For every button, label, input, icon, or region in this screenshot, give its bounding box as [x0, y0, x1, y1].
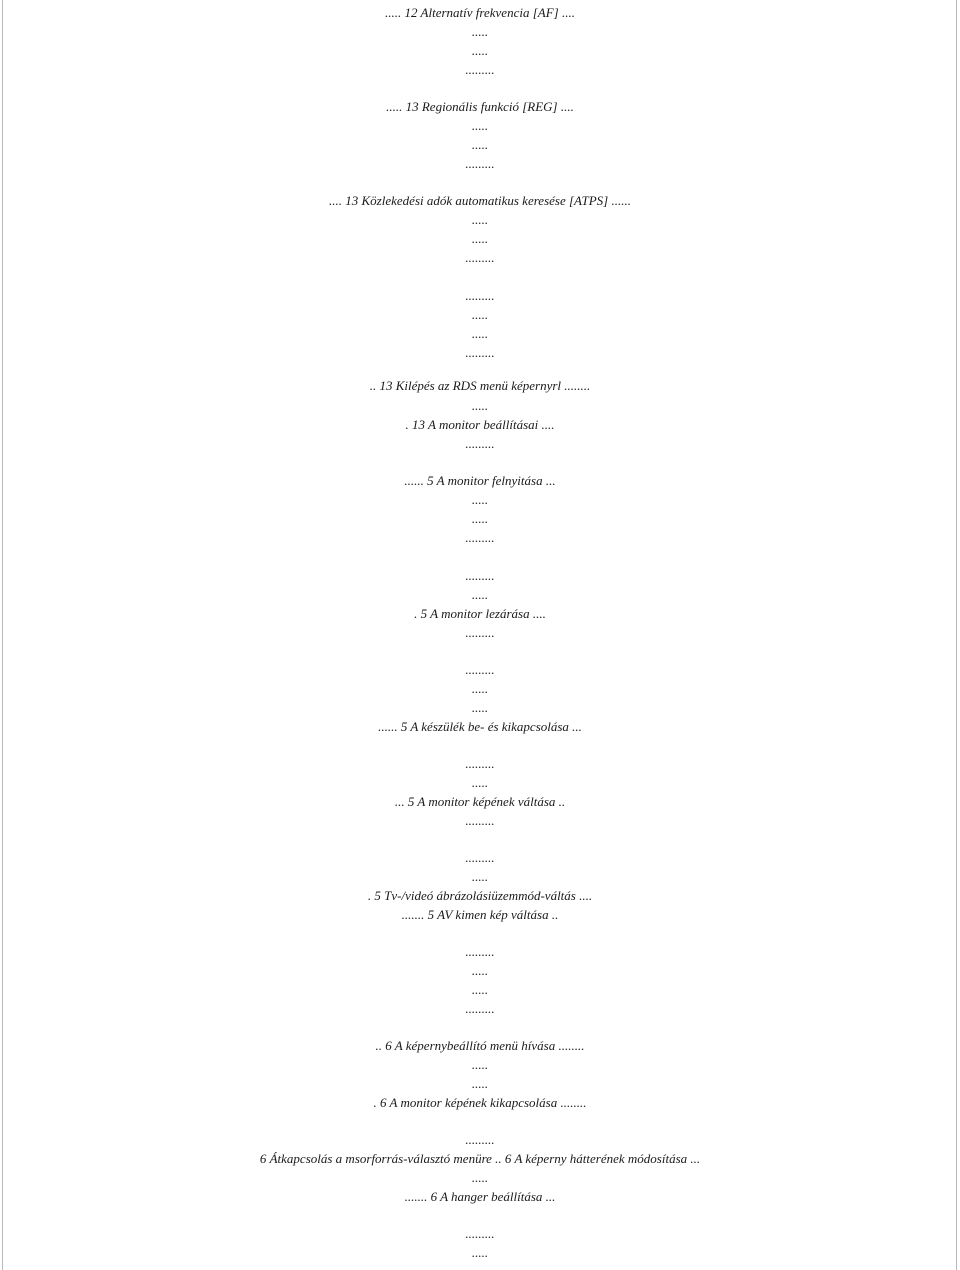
- toc-line: . 13 A monitor beállításai ....: [405, 417, 555, 432]
- toc-line: .....: [471, 1057, 489, 1072]
- toc-line: .....: [471, 307, 489, 322]
- toc-line: .....: [471, 869, 489, 884]
- toc-line: .........: [465, 568, 495, 583]
- toc-line: .....: [471, 118, 489, 133]
- toc-line: .........: [465, 250, 495, 265]
- toc-line: .........: [465, 345, 495, 360]
- toc-line: ..... 13 Regionális funkció [REG] ....: [386, 99, 574, 114]
- toc-line: .....: [471, 1170, 489, 1185]
- toc-line: .....: [471, 212, 489, 227]
- toc-line: .....: [471, 231, 489, 246]
- toc-line: . 5 Tv-/videó ábrázolásiüzemmód-váltás ....: [367, 888, 593, 903]
- toc-line: .....: [471, 398, 489, 413]
- toc-line: ....... 5 AV kimen kép váltása ..: [401, 907, 559, 922]
- toc-line: .....: [471, 775, 489, 790]
- toc-line: .........: [465, 813, 495, 828]
- toc-line: . 5 A monitor lezárása ....: [414, 606, 546, 621]
- toc-line: .........: [465, 662, 495, 677]
- toc-line: .....: [471, 511, 489, 526]
- toc-line: .........: [465, 1001, 495, 1016]
- toc-line: .....: [471, 587, 489, 602]
- toc-line: .........: [465, 756, 495, 771]
- toc-line: .........: [465, 288, 495, 303]
- toc-line: .. 6 A képernybeállító menü hívása ........: [375, 1038, 585, 1053]
- toc-line: .. 13 Kilépés az RDS menü képernyrl ........: [369, 378, 591, 393]
- toc-line: .........: [465, 1226, 495, 1241]
- toc-line: ... 5 A monitor képének váltása ..: [394, 794, 566, 809]
- toc-line: .........: [465, 850, 495, 865]
- toc-line: .....: [471, 681, 489, 696]
- toc-line: .........: [465, 436, 495, 451]
- toc-line: ..... 12 Alternatív frekvencia [AF] ....: [385, 5, 575, 20]
- toc-line: .....: [471, 326, 489, 341]
- toc-line: .....: [471, 982, 489, 997]
- toc-line: ....... 6 A hanger beállítása ...: [404, 1189, 556, 1204]
- toc-line: .....: [471, 24, 489, 39]
- toc-line: .....: [471, 43, 489, 58]
- toc-line: 6 Átkapcsolás a msorforrás-választó menüre .. 6 A képerny hátterének módosítása ...: [259, 1151, 701, 1166]
- toc-line: .........: [465, 1132, 495, 1147]
- toc-line: .....: [471, 963, 489, 978]
- toc-line: ...... 5 A készülék be- és kikapcsolása ...: [378, 719, 582, 734]
- toc-line: .... 13 Közlekedési adók automatikus keresése [ATPS] ......: [329, 193, 631, 208]
- toc-line: . 6 A monitor képének kikapcsolása ........: [373, 1095, 587, 1110]
- toc-line: .........: [465, 625, 495, 640]
- toc-line: .....: [471, 700, 489, 715]
- toc-line: .....: [471, 1076, 489, 1091]
- toc-line: .........: [465, 944, 495, 959]
- toc-line: .....: [471, 1245, 489, 1260]
- toc-line: ...... 5 A monitor felnyitása ...: [404, 473, 556, 488]
- toc-line: .........: [465, 530, 495, 545]
- toc-line: .....: [471, 137, 489, 152]
- toc-line: .........: [465, 156, 495, 171]
- toc-line: .....: [471, 492, 489, 507]
- toc-line: .........: [465, 62, 495, 77]
